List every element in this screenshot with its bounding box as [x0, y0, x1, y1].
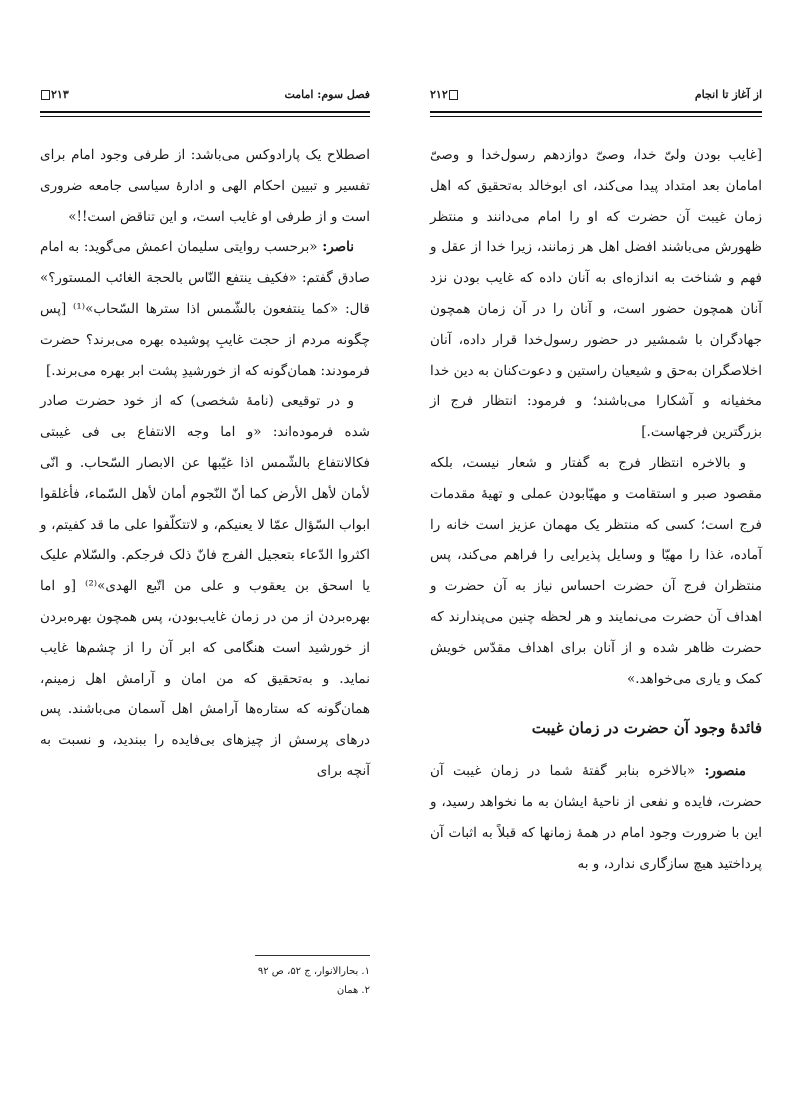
square-icon	[41, 90, 50, 100]
right-page-number: ۲۱۲	[430, 88, 459, 101]
paragraph: و بالاخره انتظار فرج به گفتار و شعار نیست، بلکه مقصود صبر و استقامت و مهیّابودن عملی و تهیهٔ مقدمات فرج است؛ کسی که منتظر یک مهمان عزیز است خانه را آماده، غذا را مهیّا و وسایل پذیرایی را فراهم می‌کند، پس منتظران فرج آن حضرت احساس نیاز به آن حضرت و اهداف آن حضرت می‌نمایند و هر لحظه چنین می‌پندارند که حضرت ظاهر شده و از آنان برای اهداف مقدّس خویش کمک و یاری می‌خواهد.»	[430, 454, 762, 687]
header-rule-thick	[430, 111, 762, 113]
header-rule-thin	[430, 116, 762, 117]
paragraph: منصور: «بالاخره بنابر گفتهٔ شما در زمان غیبت آن حضرت، فایده و نفعی از ناحیهٔ ایشان به ما نخواهد رسید، و این با ضرورت وجود امام در همهٔ زمانها که قبلاً به اثبات آن پرداختید هیچ سازگاری ندارد، و به	[430, 763, 762, 872]
header-rule-thick	[40, 111, 370, 113]
left-page-header	[40, 86, 370, 106]
footnote: ۲. همان	[336, 985, 370, 996]
right-page	[430, 0, 762, 1100]
paragraph: ناصر: «برحسب روایتی سلیمان اعمش می‌گوید: به امام صادق گفتم: «فکیف ینتفع النّاس بالحجة الغائب المستور؟» قال: «کما ینتفعون بالشّمس اذا سترها السّحاب»⁽¹⁾ [پس چگونه مردم از حجت غایبِ پوشیده بهره می‌برند؟ حضرت فرمودند: همان‌گونه که از خورشیدِ پشت ابر بهره می‌برند.]	[40, 239, 370, 379]
section-heading: فائدهٔ وجود آن حضرت در زمان غیبت	[531, 719, 762, 738]
paragraph: [غایب بودن ولیّ خدا، وصیّ دوازدهم رسول‌خدا و وصیّ امامان بعد امتداد پیدا می‌کند، ای ابوخالد به‌تحقیق که اهل زمان غیبت آن حضرت که او را امام می‌دانند و منتظر ظهورش می‌باشند افضل اهل هر زمانند، زیرا خدا از عقل و فهم و شناخت به اندازه‌ای به آنان داده که غایب بودن نزد آنان همچون حضور است، و آنان را در آن زمان همچون جهادگران با شمشیر در حضور رسول‌خدا قرار داده، آنان اخلاصگران به‌حق و شیعیان راستین و دعوت‌کنان به دین خدا مخفیانه و آشکارا می‌باشند؛ و فرمود: انتظار فرج از بزرگترین فرجهاست.]	[430, 147, 762, 441]
speaker-label: ناصر:	[322, 239, 354, 256]
header-rule-thin	[40, 116, 370, 117]
paragraph: اصطلاح یک پارادوکس می‌باشد: از طرفی وجود امام برای تفسیر و تبیین احکام الهی و ادارهٔ سیاسی جامعه ضروری است و از طرفی او غایب است، و این تناقض است!!»	[40, 147, 370, 225]
right-page-body	[430, 140, 762, 880]
left-page	[40, 0, 370, 1100]
left-page-number: ۲۱۳	[40, 88, 69, 101]
footnote-divider	[255, 955, 370, 956]
footnotes	[40, 962, 370, 1000]
footnote: ۱. بحارالانوار، ج ۵۲، ص ۹۲	[257, 966, 370, 977]
square-icon	[449, 90, 458, 100]
right-chapter-title: از آغاز تا انجام	[694, 88, 762, 101]
left-chapter-title: فصل سوم: امامت	[284, 88, 370, 101]
left-page-body	[40, 140, 370, 787]
right-page-header	[430, 86, 762, 106]
speaker-label: منصور:	[704, 763, 747, 780]
paragraph: و در توقیعی (نامهٔ شخصی) که از خود حضرت صادر شده فرموده‌اند: «و اما وجه الانتفاع بی فی غیبتی فکالانتفاع بالشّمس اذا غیّبها عن الابصار السّحاب. و انّی لأمان لأهل الأرض کما أنّ النّجوم أمان لأهل السّماء، فأغلقوا ابواب السّؤال عمّا لا یعنیکم، و لاتتکلّفوا علی ما قد کفیتم، و اکثروا الدّعاء بتعجیل الفرج فانّ ذلک فرجکم. والسّلام علیک یا اسحق بن یعقوب و علی من اتّبع الهدی»⁽²⁾ [و اما بهره‌بردن از من در زمان غایب‌بودن، پس همچون بهره‌بردن از خورشید است هنگامی که ابر آن را از چشم‌ها غایب نماید. و به‌تحقیق که من امان و آرامش اهل زمینم، همان‌گونه که ستاره‌ها آرامش اهل آسمان می‌باشند. پس درهای پرسش از چیزهای بی‌فایده را ببندید، و نسبت به آنچه برای	[40, 393, 371, 779]
